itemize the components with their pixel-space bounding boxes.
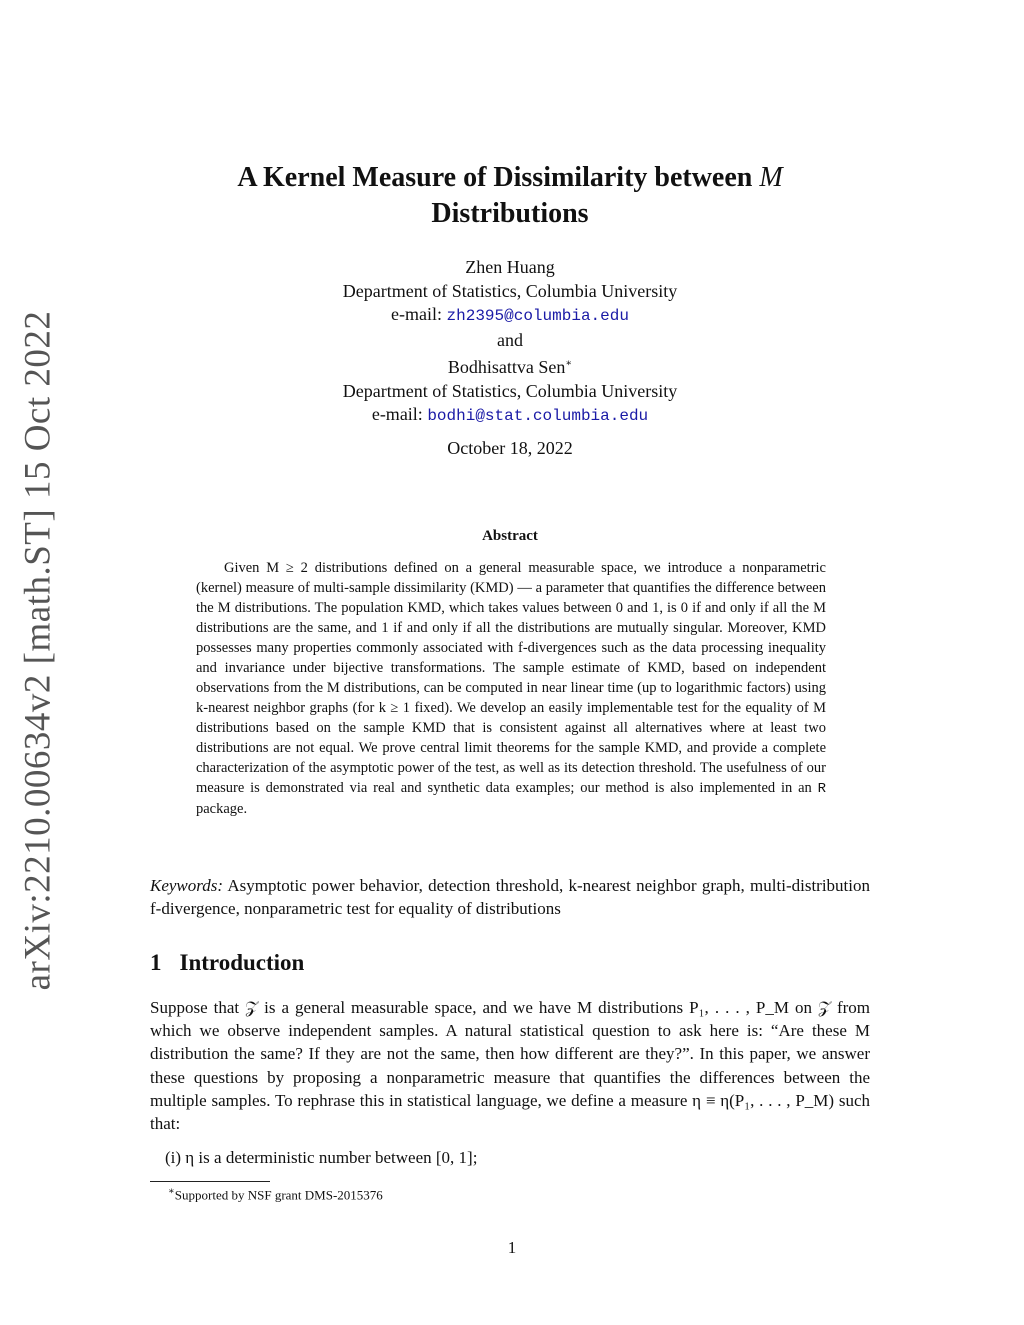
arxiv-identifier [8, 310, 68, 990]
author-name: Zhen Huang [465, 257, 555, 277]
footnote-divider [150, 1181, 270, 1182]
author-name [150, 352, 870, 380]
abstract-text [196, 558, 826, 819]
list-item [165, 1148, 865, 1168]
abstract-paragraph: Given M ≥ 2 distributions defined on a general measurable space, we introduce a nonparametric (kernel) measure of multi-sample dissimilarity (KMD) — a parameter that quantifies the difference between the M distributions. The population KMD, which takes values between 0 and 1, is 0 if and only if all the M distributions are the same, and 1 if and only if all the distributions are mutually singular. Moreover, KMD possesses many properties commonly associated with f-divergences such as the data processing inequality and invariance under bijective transformations. The sample estimate of KMD, based on independent observations from the M distributions, can be computed in near linear time (up to logarithmic factors) using k-nearest neighbor graphs (for k ≥ 1 fixed). We develop an easily implementable test for the equality of M distributions based on the sample KMD that is consistent against all alternatives where at least two distributions are not equal. We prove central limit theorems for the sample KMD, and provide a complete characterization of the asymptotic power of the test, as well as its detection threshold. The usefulness of our measure is demonstrated via real and synthetic data examples; our method is also implemented in an [196, 560, 826, 796]
footnote [168, 1186, 383, 1203]
abstract-heading: Abstract [482, 528, 538, 544]
keywords-text: Asymptotic power behavior, detection threshold, k-nearest neighbor graph, multi-distribution f-divergence, nonparametric test for equality of distributions [150, 876, 871, 918]
paper-title [150, 160, 870, 232]
title-line-2: Distributions [431, 198, 589, 229]
section-number: 1 [150, 950, 162, 975]
footnote-marker: ∗ [168, 1186, 175, 1197]
title-math-m: M [759, 162, 783, 193]
keywords [150, 874, 870, 920]
email-label: e-mail: [391, 304, 443, 324]
author-block [150, 256, 870, 429]
author-affiliation: Department of Statistics, Columbia University [342, 380, 678, 401]
list-item-label: (i) [165, 1148, 182, 1167]
author-email-line [150, 403, 870, 429]
keywords-label: Keywords: [150, 876, 224, 895]
author-email-line [150, 303, 870, 329]
section-title: Introduction [179, 950, 305, 975]
author-email-link[interactable]: zh2395@columbia.edu [446, 307, 629, 325]
r-package-label: R [817, 781, 827, 797]
author-email-link[interactable]: bodhi@stat.columbia.edu [427, 407, 649, 425]
and-separator: and [497, 329, 523, 350]
title-line-1: A Kernel Measure of Dissimilarity between [237, 162, 753, 193]
list-item-text: η is a deterministic number between [0, 1]; [185, 1148, 478, 1167]
footnote-marker: ∗ [565, 358, 573, 369]
footnote-text: Supported by NSF grant DMS-2015376 [174, 1187, 383, 1203]
abstract-paragraph-end: package. [196, 801, 248, 817]
section-heading [150, 950, 304, 976]
author-name-text: Bodhisattva Sen [447, 357, 566, 377]
author-affiliation: Department of Statistics, Columbia University [342, 280, 678, 301]
email-label: e-mail: [371, 404, 423, 424]
page-number: 1 [507, 1238, 517, 1257]
arxiv-identifier-text: arXiv:2210.00634v2 [math.ST] 15 Oct 2022 [17, 310, 59, 990]
intro-paragraph: Suppose that 𝒵 is a general measurable space, and we have M distributions P₁, . . . , P_M on 𝒵 from which we observe independent samples. A natural statistical question to ask here is: “Are these M distribution the same? If they are not the same, then how different are they?”. In this paper, we answer these questions by proposing a nonparametric measure that quantifies the differences between the multiple samples. To rephrase this in statistical language, we define a measure η ≡ η(P₁, . . . , P_M) such that: [150, 998, 870, 1134]
paper-date: October 18, 2022 [447, 438, 573, 458]
